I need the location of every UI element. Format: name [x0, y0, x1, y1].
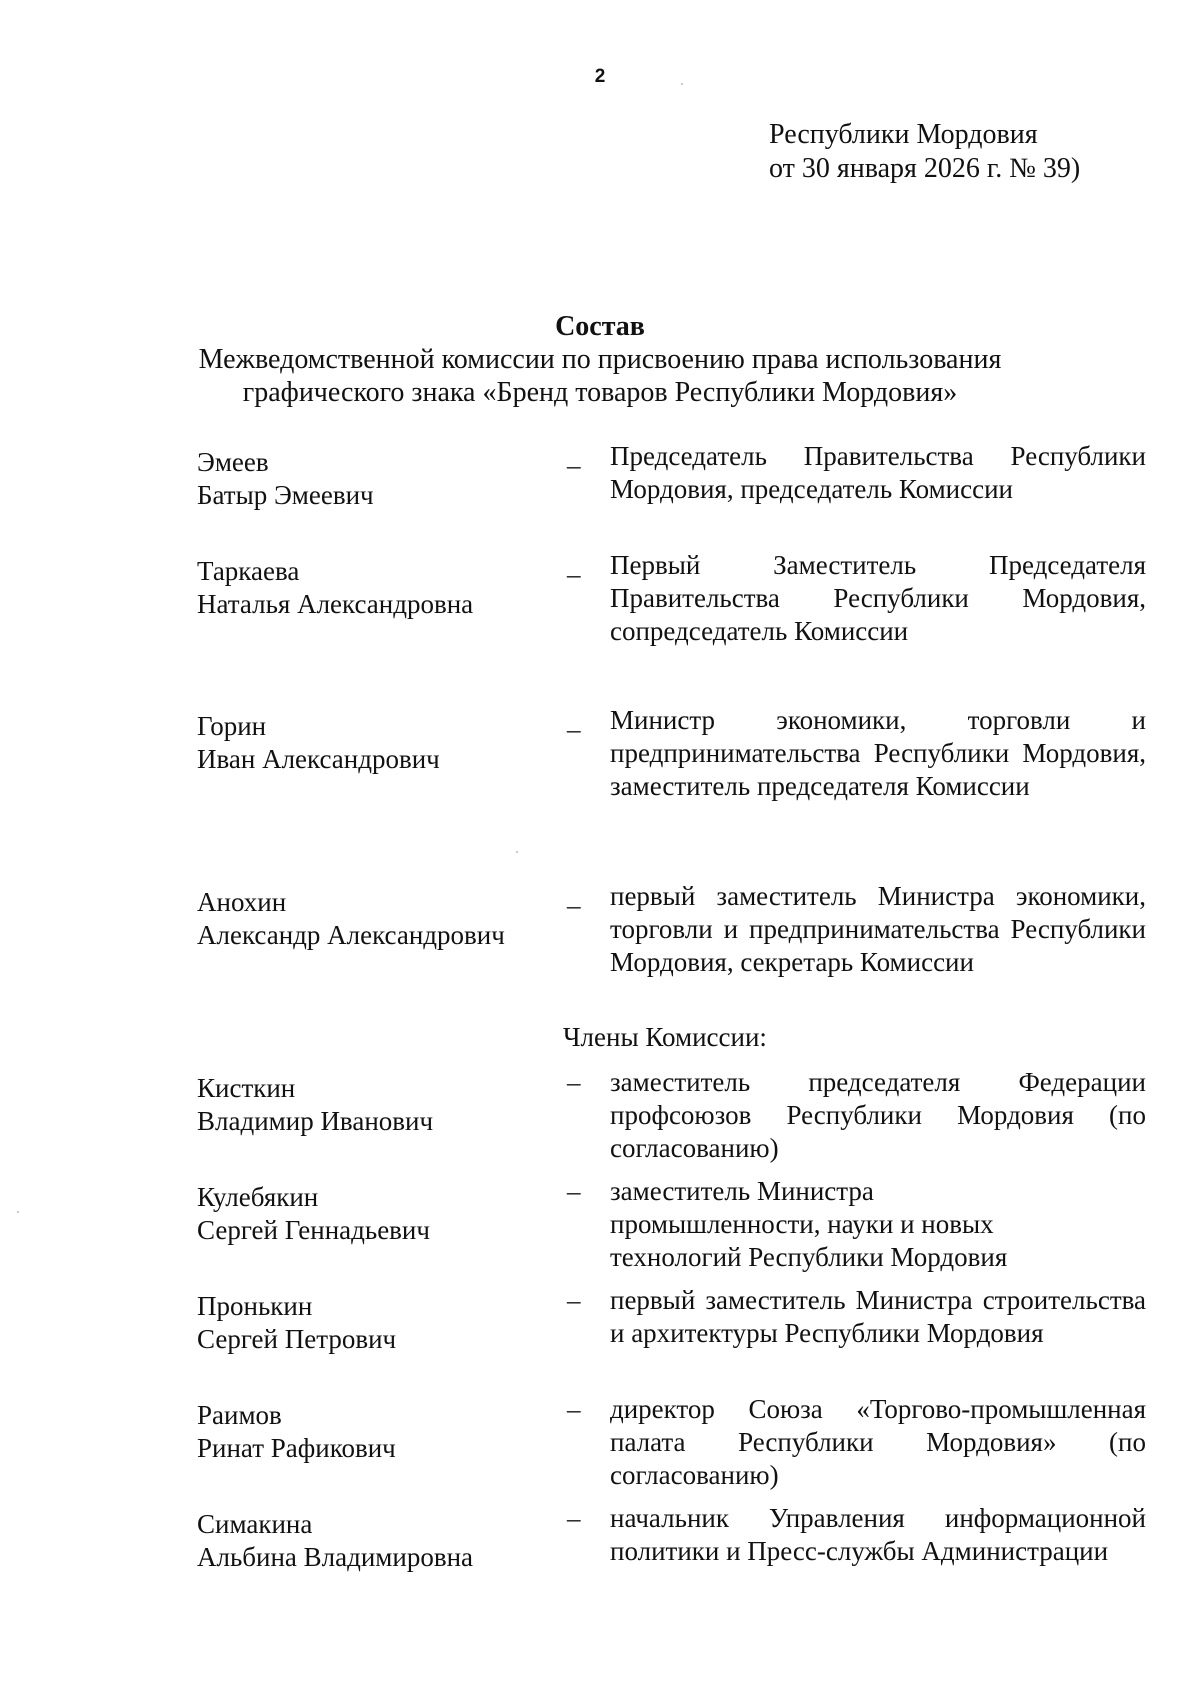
- member-role: начальник Управления информационной политики и Пресс-службы Администрации: [610, 1503, 1146, 1566]
- member-surname: Анохин: [197, 887, 287, 917]
- member-role: директор Союза «Торгово-промышленная палата Республики Мордовия» (по согласованию): [610, 1394, 1146, 1490]
- member-role: заместитель Министра промышленности, науки и новых технологий Республики Мордовия: [610, 1176, 1008, 1272]
- member-name: [197, 886, 505, 952]
- scan-speck: [681, 83, 683, 85]
- page-number: 2: [594, 66, 606, 87]
- member-dash: –: [567, 1503, 581, 1533]
- title-line-1: Межведомственной комиссии по присвоению права использования: [198, 344, 1002, 375]
- member-dash: _: [567, 441, 581, 471]
- member-given-name: Сергей Петрович: [197, 1324, 397, 1354]
- member-surname: Эмеев: [197, 447, 269, 477]
- member-role: первый заместитель Министра строительства и архитектуры Республики Мордовия: [610, 1285, 1146, 1348]
- member-given-name: Ринат Рафикович: [197, 1433, 396, 1463]
- member-dash: –: [567, 1067, 581, 1097]
- member-given-name: Батыр Эмеевич: [197, 480, 374, 510]
- scan-speck: [17, 1211, 19, 1213]
- members-section-label: Члены Комиссии:: [563, 1022, 767, 1052]
- member-given-name: Сергей Геннадьевич: [197, 1215, 430, 1245]
- member-surname: Таркаева: [197, 556, 300, 586]
- member-name: [197, 1290, 396, 1356]
- member-role: заместитель председателя Федерации профсоюзов Республики Мордовия (по согласованию): [610, 1067, 1146, 1163]
- member-name: [197, 446, 374, 512]
- member-surname: Кулебякин: [197, 1182, 319, 1212]
- member-dash: _: [567, 881, 581, 911]
- member-dash: –: [567, 1285, 581, 1315]
- member-given-name: Александр Александрович: [197, 920, 505, 950]
- member-role: первый заместитель Министра экономики, торговли и предпринимательства Республики Мордовия, секретарь Комиссии: [610, 881, 1146, 977]
- member-name: [197, 1508, 473, 1574]
- member-surname: Горин: [197, 711, 267, 741]
- title-line-2: графического знака «Бренд товаров Республики Мордовия»: [242, 377, 958, 408]
- member-name: [197, 555, 473, 621]
- approval-line-1: Республики Мордовия: [769, 119, 1038, 150]
- member-dash: _: [567, 705, 581, 735]
- scan-speck: [516, 851, 518, 853]
- member-dash: _: [567, 550, 581, 580]
- member-dash: –: [567, 1394, 581, 1424]
- document-title: [0, 310, 1200, 409]
- member-given-name: Наталья Александровна: [197, 589, 474, 619]
- approval-block: [769, 118, 1080, 186]
- member-role: Первый Заместитель Председателя Правительства Республики Мордовия, сопредседатель Комиссии: [610, 550, 1146, 646]
- member-role: Председатель Правительства Республики Мордовия, председатель Комиссии: [610, 441, 1146, 504]
- member-name: [197, 1181, 430, 1247]
- member-role: Министр экономики, торговли и предпринимательства Республики Мордовия, заместитель председателя Комиссии: [610, 705, 1146, 801]
- approval-line-2: от 30 января 2026 г. № 39): [769, 153, 1081, 184]
- member-given-name: Иван Александрович: [197, 744, 440, 774]
- member-surname: Кисткин: [197, 1073, 296, 1103]
- member-name: [197, 1072, 433, 1138]
- member-given-name: Альбина Владимировна: [197, 1542, 474, 1572]
- title-heading: Состав: [555, 311, 645, 342]
- member-surname: Пронькин: [197, 1291, 313, 1321]
- member-given-name: Владимир Иванович: [197, 1106, 434, 1136]
- member-surname: Симакина: [197, 1509, 313, 1539]
- member-name: [197, 1399, 396, 1465]
- member-dash: –: [567, 1176, 581, 1206]
- member-surname: Раимов: [197, 1400, 282, 1430]
- member-name: [197, 710, 440, 776]
